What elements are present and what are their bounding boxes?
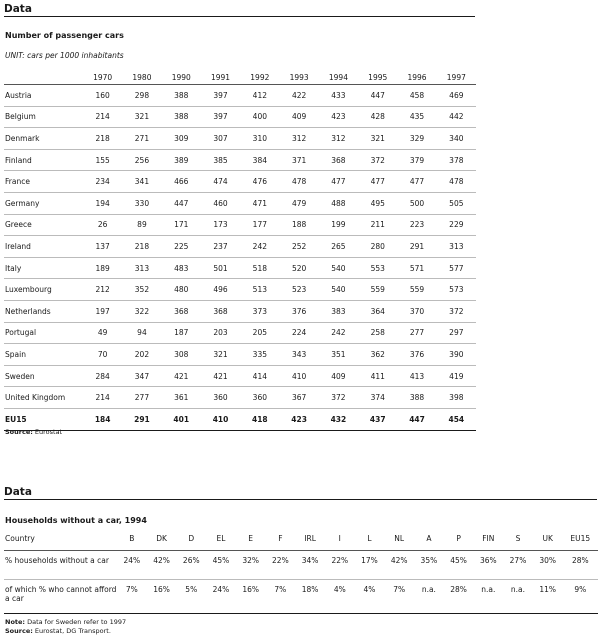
table-cell: 414 [240,365,279,387]
table-cell: 573 [437,279,476,301]
table-cell: 1993 [289,72,309,82]
table-cell: 412 [240,85,279,107]
table-cell: 478 [279,171,318,193]
table-row [4,149,476,171]
table-cell: 229 [437,214,476,236]
table-row [4,192,476,214]
table-cell: 218 [83,128,122,150]
table-cell: 28% [571,556,589,565]
table-cell: 26% [182,556,200,565]
table-cell: 410 [201,408,240,430]
table-cell: 321 [122,106,161,128]
source-text: Eurostat, DG Transport. [32,626,111,635]
table-cell: 367 [279,387,318,409]
table-cell: 1994 [328,72,348,82]
table-cell: 291 [397,236,436,258]
table-cell: 252 [279,236,318,258]
table-cell: IRL [295,532,325,551]
table-cell: Sweden [4,365,83,387]
table-cell: 409 [319,365,358,387]
table-cell: 321 [358,128,397,150]
table-cell: 42% [390,556,408,565]
table-cell: 188 [279,214,318,236]
table-cell: 343 [279,344,318,366]
source-label: Source: [5,626,33,635]
table-cell: 271 [122,128,161,150]
table-cell: Portugal [4,322,83,344]
table-cell: 214 [83,106,122,128]
table-cell: Germany [4,192,83,214]
table-cell: 42% [153,556,170,565]
table-cell: EL [206,532,236,551]
table-cell: Country [4,532,117,551]
table-cell: 1997 [446,72,466,82]
table-cell: 397 [201,106,240,128]
section-header-2: Data [4,486,597,500]
table-cell: United Kingdom [4,387,83,409]
table-cell: 309 [162,128,201,150]
cars-table-unit: UNIT: cars per 1000 inhabitants [5,51,124,60]
table-cell: 428 [358,106,397,128]
table-cell: 312 [279,128,318,150]
table-row [4,300,476,322]
table-cell: 372 [437,300,476,322]
table-cell: 559 [397,279,436,301]
table-cell: 409 [279,106,318,128]
table-cell: 411 [358,365,397,387]
table-cell: 432 [319,408,358,430]
table-cell: 476 [240,171,279,193]
table-row [4,236,476,258]
table-cell: 223 [397,214,436,236]
table-cell: 184 [83,408,122,430]
table-cell: 205 [240,322,279,344]
table-cell: 523 [279,279,318,301]
table-cell: 419 [437,365,476,387]
table-cell: 553 [358,257,397,279]
table-cell: 330 [122,192,161,214]
table-cell: Ireland [4,236,83,258]
cars-table-title: Number of passenger cars [5,31,124,40]
table-cell: 277 [397,322,436,344]
table-cell: Austria [4,85,83,107]
table-cell: E [236,532,266,551]
table-cell: 479 [279,192,318,214]
table-cell: 1990 [171,72,191,82]
table-cell: 171 [162,214,201,236]
table-cell: 49 [83,322,122,344]
table-cell: 187 [162,322,201,344]
table-cell: 308 [162,344,201,366]
table-cell: 1970 [93,72,113,82]
table-cell: 518 [240,257,279,279]
table-cell: 540 [319,279,358,301]
table-cell: 224 [279,322,318,344]
table-cell: 398 [437,387,476,409]
table-cell: 577 [437,257,476,279]
table-cell: 378 [437,149,476,171]
table-cell: 1991 [210,72,231,82]
table-cell: P [444,532,474,551]
table-cell: 474 [201,171,240,193]
table-cell: 313 [122,257,161,279]
cars-source-note [5,428,62,437]
table-row [4,279,476,301]
table-row [4,365,476,387]
table-cell: 237 [201,236,240,258]
table-cell: 421 [162,365,201,387]
table-cell: 291 [122,408,161,430]
table-cell: 442 [437,106,476,128]
table-row [4,344,476,366]
table-cell: 477 [397,171,436,193]
note-label: Note: [5,618,26,626]
table-cell: 4% [325,580,355,614]
table-cell: 89 [122,214,161,236]
table-cell: 1995 [368,72,388,82]
table-cell: 212 [83,279,122,301]
table-cell: 520 [279,257,318,279]
table-cell: 370 [397,300,436,322]
table-cell: 4% [355,580,385,614]
table-cell: 447 [162,192,201,214]
table-cell: 422 [279,85,318,107]
passenger-cars-table [4,70,476,431]
table-cell: 423 [279,408,318,430]
table-cell: 383 [319,300,358,322]
table-cell: 480 [162,279,201,301]
table-cell: 379 [397,149,436,171]
table-cell: Spain [4,344,83,366]
table-cell: 390 [437,344,476,366]
table-cell: 194 [83,192,122,214]
table-cell: 45% [450,556,467,565]
table-cell: 30% [539,556,557,565]
table-cell: 437 [358,408,397,430]
table-cell: 401 [162,408,201,430]
table-cell: 368 [201,300,240,322]
table-cell: 242 [319,322,358,344]
table-cell: 312 [319,128,358,150]
table-cell: 477 [358,171,397,193]
table-cell: 471 [240,192,279,214]
table-row [4,551,598,580]
table-cell: 225 [162,236,201,258]
table-cell: 256 [122,149,161,171]
table-cell: L [355,532,385,551]
table-cell: 335 [240,344,279,366]
table-cell: 218 [122,236,161,258]
table-cell: 18% [295,580,325,614]
table-cell: 214 [83,387,122,409]
households-source [5,627,126,636]
table-cell: 559 [358,279,397,301]
table-cell: 488 [319,192,358,214]
table-cell: 1996 [407,72,427,82]
table-row [4,214,476,236]
table-cell: 360 [240,387,279,409]
table-cell: 421 [201,365,240,387]
table-cell: 1980 [132,72,152,82]
table-cell: 34% [301,556,319,565]
table-cell: 360 [201,387,240,409]
table-cell: 513 [240,279,279,301]
table-cell: Finland [4,149,83,171]
table-row [4,387,476,409]
table-cell: n.a. [473,580,503,614]
households-notes [5,618,126,635]
table-cell: Luxembourg [4,279,83,301]
table-cell: 9% [563,580,598,614]
table-cell: 11% [533,580,563,614]
source-text: Eurostat [32,428,63,436]
table-cell: 199 [319,214,358,236]
table-cell: 36% [479,556,497,565]
table-cell: 7% [384,580,414,614]
table-cell: 368 [319,149,358,171]
table-cell: 388 [162,85,201,107]
table-cell: 376 [279,300,318,322]
note-text: Data for Sweden refer to 1997 [25,618,127,626]
table-cell: 321 [201,344,240,366]
table-cell: 28% [444,580,474,614]
table-cell: 35% [420,556,438,565]
table-cell: 340 [437,128,476,150]
table-cell: 351 [319,344,358,366]
table-cell: 280 [358,236,397,258]
section-header: Data [4,3,475,17]
table-cell: 435 [397,106,436,128]
table-cell: France [4,171,83,193]
table-cell: 478 [437,171,476,193]
table-cell: 16% [147,580,177,614]
table-cell: 160 [83,85,122,107]
table-cell: 447 [358,85,397,107]
table-cell: 418 [240,408,279,430]
table-cell: 22% [331,556,349,565]
table-cell: Netherlands [4,300,83,322]
table-cell: Italy [4,257,83,279]
table-cell: 500 [397,192,436,214]
table-cell: NL [384,532,414,551]
table-cell: 496 [201,279,240,301]
table-cell: EU15 [4,408,83,430]
table-cell: 202 [122,344,161,366]
table-cell: A [414,532,444,551]
table-cell: Denmark [4,128,83,150]
table-cell: 466 [162,171,201,193]
table-cell: 313 [437,236,476,258]
table-cell: B [117,532,147,551]
table-cell: 137 [83,236,122,258]
table-cell: 454 [437,408,476,430]
households-note [5,618,126,627]
table-cell: 362 [358,344,397,366]
table-cell: 423 [319,106,358,128]
table-cell: % households without a car [5,556,109,565]
table-cell: 352 [122,279,161,301]
table-cell: 7% [117,580,147,614]
table-cell: 322 [122,300,161,322]
table-cell: 284 [83,365,122,387]
table-row [4,322,476,344]
table-cell: FIN [473,532,503,551]
table-cell: 173 [201,214,240,236]
table-cell: 540 [319,257,358,279]
table-cell: 505 [437,192,476,214]
table-cell: 460 [201,192,240,214]
table-cell: 384 [240,149,279,171]
table-row [4,257,476,279]
table-cell: 347 [122,365,161,387]
table-cell: 376 [397,344,436,366]
table-cell: 329 [397,128,436,150]
table-cell: 458 [397,85,436,107]
table-cell: n.a. [503,580,533,614]
households-table [4,532,598,614]
table-cell: 298 [122,85,161,107]
table-cell: 177 [240,214,279,236]
table-cell: 203 [201,322,240,344]
table-cell: 373 [240,300,279,322]
table-cell: 234 [83,171,122,193]
table-cell: D [176,532,206,551]
table-cell: 397 [201,85,240,107]
table-cell: 477 [319,171,358,193]
table-cell: 1992 [250,72,270,82]
table-cell: 5% [176,580,206,614]
table-cell: 413 [397,365,436,387]
table-cell: 32% [242,556,259,565]
table-cell: 277 [122,387,161,409]
table-row [4,106,476,128]
table-cell: 410 [279,365,318,387]
table-cell: 372 [319,387,358,409]
table-cell: 364 [358,300,397,322]
table-cell: 197 [83,300,122,322]
table-cell: 389 [162,149,201,171]
table-cell: 368 [162,300,201,322]
table-cell: n.a. [414,580,444,614]
table-cell: 400 [240,106,279,128]
table-cell: 242 [240,236,279,258]
table-cell: 447 [397,408,436,430]
table-cell: 7% [266,580,296,614]
table-cell: 189 [83,257,122,279]
table-cell: F [266,532,296,551]
table-cell: 571 [397,257,436,279]
table-cell: Greece [4,214,83,236]
table-cell: Belgium [4,106,83,128]
table-row [4,408,476,430]
table-cell: 495 [358,192,397,214]
table-cell: 297 [437,322,476,344]
table-row [4,85,476,107]
table-cell: 22% [272,556,289,565]
table-header-row [4,70,476,85]
table-cell: 258 [358,322,397,344]
table-cell: 155 [83,149,122,171]
table-cell: 388 [397,387,436,409]
table-cell: 433 [319,85,358,107]
table-cell: I [325,532,355,551]
table-cell: 483 [162,257,201,279]
table-cell: 26 [83,214,122,236]
table-cell: 94 [122,322,161,344]
table-cell: 211 [358,214,397,236]
table-cell: 341 [122,171,161,193]
table-cell: DK [147,532,177,551]
table-cell: 307 [201,128,240,150]
table-cell: 70 [83,344,122,366]
table-cell: 265 [319,236,358,258]
table-cell: 24% [206,580,236,614]
households-table-title: Households without a car, 1994 [5,516,147,525]
table-cell: 388 [162,106,201,128]
table-cell: 371 [279,149,318,171]
table-cell [4,70,83,85]
table-cell: 361 [162,387,201,409]
table-cell: 501 [201,257,240,279]
table-cell: 310 [240,128,279,150]
table-cell: 374 [358,387,397,409]
table-row [4,580,598,614]
table-cell: of which % who cannot afford a car [4,580,117,614]
table-cell: 385 [201,149,240,171]
table-cell: UK [533,532,563,551]
table-cell: 16% [236,580,266,614]
table-cell: 469 [437,85,476,107]
table-cell: 24% [123,556,141,565]
table-header-row [4,532,598,551]
table-cell: 17% [361,556,378,565]
table-row [4,128,476,150]
source-label: Source: [5,428,33,436]
table-cell: S [503,532,533,551]
table-cell: 45% [212,556,230,565]
table-cell: 372 [358,149,397,171]
table-row [4,171,476,193]
table-cell: EU15 [563,532,598,551]
table-cell: 27% [509,556,527,565]
